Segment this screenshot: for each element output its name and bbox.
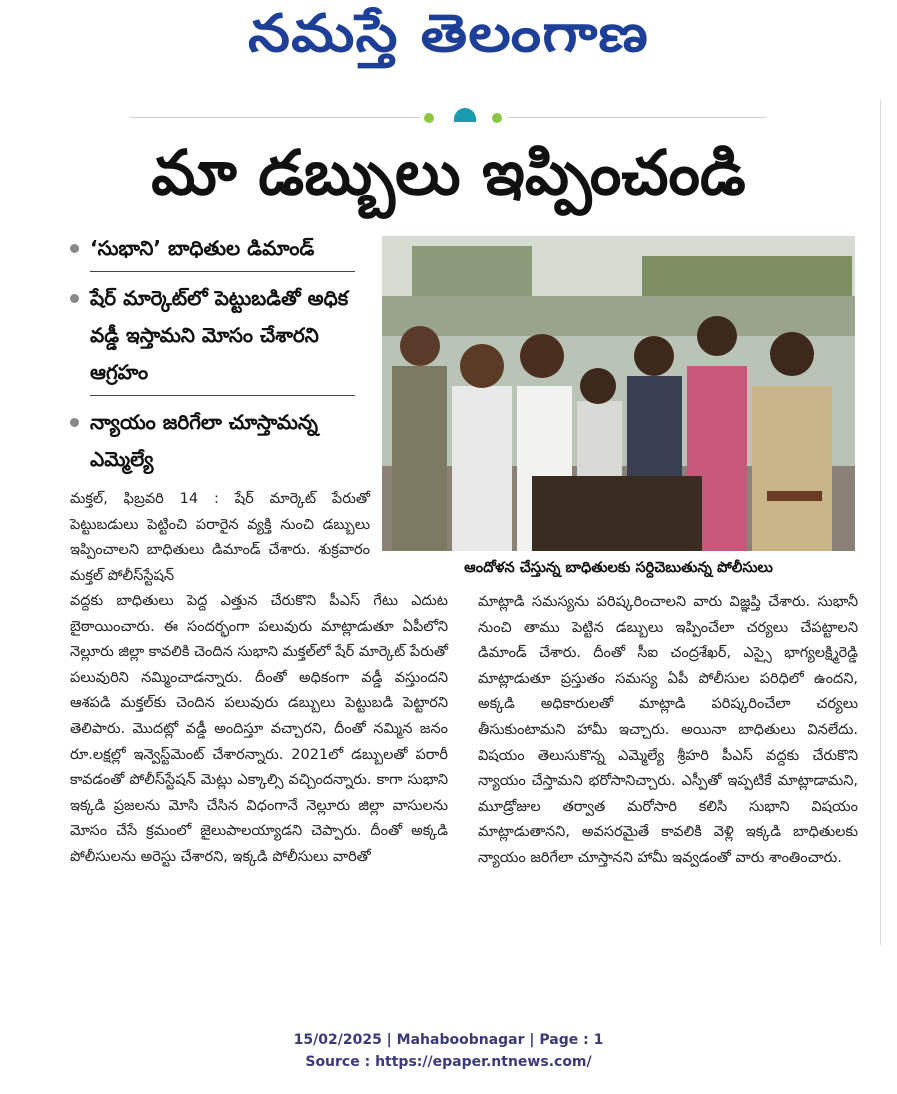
bullet-text: న్యాయం జరిగేలా చూస్తామన్న ఎమ్మెల్యే	[90, 410, 318, 471]
photo-caption: ఆందోళన చేస్తున్న బాధితులకు సర్దిచెబుతున్న పోలీసులు	[464, 560, 773, 576]
divider-left	[130, 117, 420, 118]
article-text-left: వద్దకు బాధితులు పెద్ద ఎత్తున చేరుకొని పీఎస్ గేటు ఎదుట బైఠాయించారు. ఈ సందర్భంగా పలువురు మాట్లాడుతూ ఏపీలోని నెల్లూరు జిల్లా కావలికి చెందిన సుభాని మక్తల్‌లో షేర్ మార్కెట్ పేరుతో పలువురిని నమ్మించాడన్నారు. దీంతో అధికంగా వడ్డీ వస్తుందని ఆశపడి మక్తల్‌కు చెందిన పలువురు డబ్బులు పెట్టుబడి పెట్టారని తెలిపారు. మొదట్లో వడ్డీ అందిస్తూ వచ్చారని, దీంతో నమ్మిన జనం రూ.లక్షల్లో ఇన్వెస్ట్‌మెంట్ చేశారన్నారు. 2021లో డబ్బులతో పరారీ కావడంతో పోలీస్‌స్టేషన్ మెట్లు ఎక్కాల్సి వచ్చిందన్నారు. కాగా సుభాని ఇక్కడి ప్రజలను మోసి చేసిన విధంగానే నెల్లూరు జిల్లా వాసులను మోసం చేసే క్రమంలో జైలుపాలయ్యాడని చెప్పారు. దీంతో అక్కడి పోలీసులను అరెస్టు చేశారని, ఇక్కడి పోలీసులు వారితో	[70, 593, 448, 865]
footer-source: Source : https://epaper.ntnews.com/	[305, 1054, 592, 1070]
green-dot-left	[424, 113, 434, 123]
crowd-photo-illustration	[382, 236, 855, 551]
bullet-text: షేర్ మార్కెట్‌లో పెట్టుబడితో అధిక వడ్డీ ఇస్తామని మోసం చేశారని ఆగ్రహం	[90, 286, 349, 384]
column-rule	[880, 100, 881, 945]
news-photo	[382, 236, 855, 551]
bullet-divider	[90, 271, 355, 272]
bullet-item	[68, 280, 368, 391]
article-text-left-top: మక్తల్, ఫిబ్రవరి 14 : షేర్ మార్కెట్ పేరుతో పెట్టుబడులు పెట్టించి పరారైన వ్యక్తి నుంచి డబ్బులు ఇప్పించాలని బాధితులు డిమాండ్ చేశారు. శుక్రవారం మక్తల్ పోలీస్‌స్టేషన్	[70, 491, 370, 584]
bullet-divider	[90, 395, 355, 396]
bullet-item	[68, 404, 368, 478]
bullet-dot-icon	[70, 294, 79, 303]
bullet-dot-icon	[70, 418, 79, 427]
bullet-dot-icon	[70, 244, 79, 253]
divider-right	[508, 117, 766, 118]
bullet-text: ‘సుభాని’ బాధితుల డిమాండ్	[90, 236, 315, 260]
bullet-item	[68, 230, 368, 267]
newspaper-masthead: నమస్తే తెలంగాణ	[248, 4, 649, 64]
headline: మా డబ్బులు ఇప్పించండి	[151, 136, 746, 209]
teal-mark	[454, 108, 476, 122]
article-text-right: మాట్లాడి సమస్యను పరిష్కరించాలని వారు విజ్ఞప్తి చేశారు. సుభానీ నుంచి తాము పెట్టిన డబ్బులు ఇప్పించేలా చర్యలు చేపట్టాలని డిమాండ్ చేశారు. దీంతో సీఐ చంద్రశేఖర్, ఎస్సై భాగ్యలక్ష్మిరెడ్డి మాట్లాడుతూ ప్రస్తుతం సమస్య ఏపీ పోలీసుల పరిధిలో ఉందని, అక్కడి అధికారులతో మాట్లాడి పరిష్కరించేలా చర్యలు తీసుకుంటామని హామీ ఇచ్చారు. అయినా బాధితులు వినలేదు. విషయం తెలుసుకొన్న ఎమ్మెల్యే శ్రీహరి పీఎస్ వద్దకు చేరుకొని న్యాయం చేస్తామని భరోసానిచ్చారు. ఎస్పీతో ఇప్పటికే మాట్లాడామని, మూడ్రోజుల తర్వాత మరోసారి కలిసి సుభాని విషయం మాట్లాడుతానని, అవసరమైతే కావలికి వెళ్లి ఇక్కడి బాధితులకు న్యాయం జరిగేలా చూస్తానని హామీ ఇవ్వడంతో వారు శాంతించారు.	[478, 594, 858, 866]
green-dot-right	[492, 113, 502, 123]
footer-dateline: 15/02/2025 | Mahaboobnagar | Page : 1	[293, 1032, 604, 1048]
highlight-bullets	[68, 230, 368, 478]
